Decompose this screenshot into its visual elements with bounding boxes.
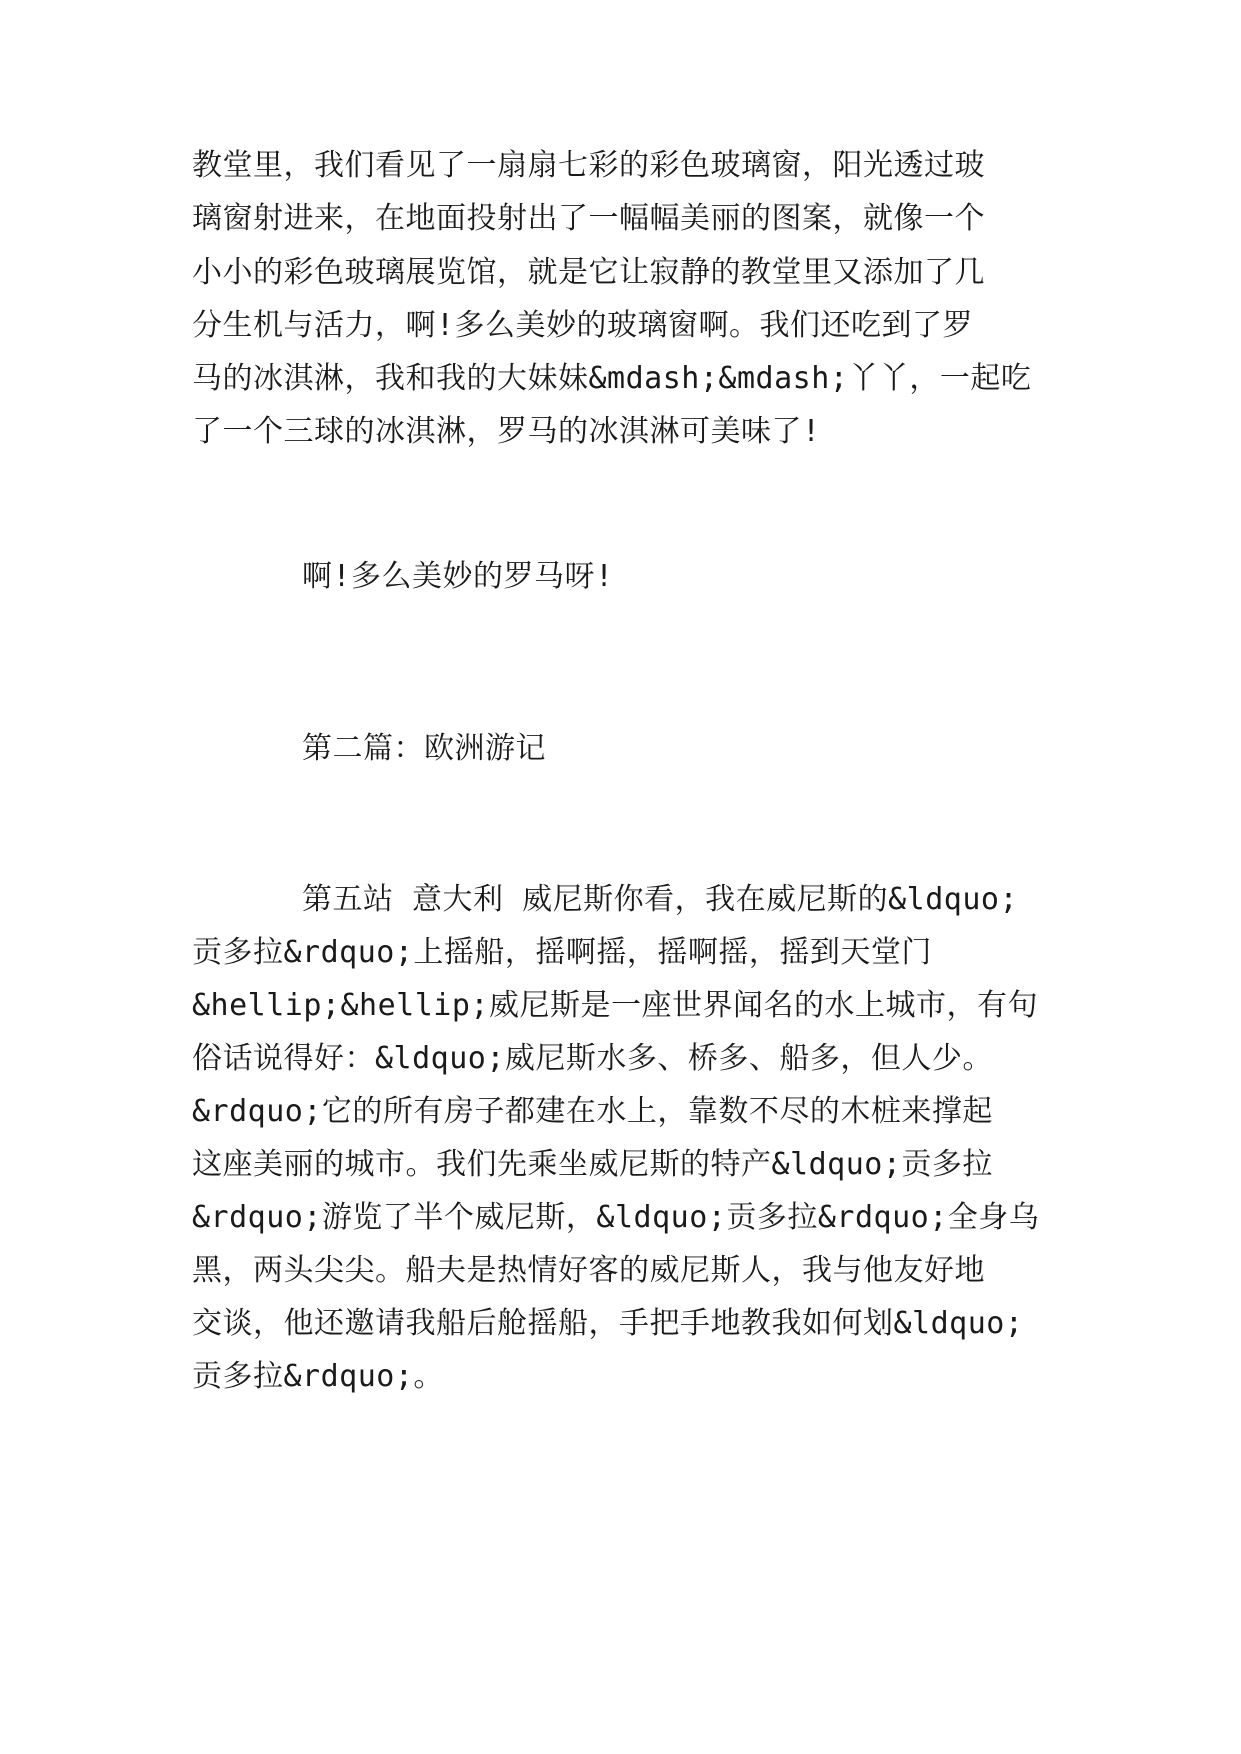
section-heading: 第二篇：欧洲游记 xyxy=(302,731,546,766)
text-line: 教堂里，我们看见了一扇扇七彩的彩色玻璃窗，阳光透过玻 xyxy=(192,148,985,183)
text-line: 第五站 意大利 威尼斯你看，我在威尼斯的&ldquo; xyxy=(302,882,1019,917)
text-line: 俗话说得好：&ldquo;威尼斯水多、桥多、船多，但人少。 xyxy=(192,1041,993,1076)
text-line: &rdquo;游览了半个威尼斯，&ldquo;贡多拉&rdquo;全身乌 xyxy=(192,1200,1040,1235)
text-line: 马的冰淇淋，我和我的大妹妹&mdash;&mdash;丫丫，一起吃 xyxy=(192,361,1032,396)
text-line: &hellip;&hellip;威尼斯是一座世界闻名的水上城市，有句 xyxy=(192,988,1038,1023)
paragraph-2: 啊!多么美妙的罗马呀! xyxy=(302,559,614,594)
text-line: 贡多拉&rdquo;。 xyxy=(192,1359,444,1394)
text-line: 了一个三球的冰淇淋，罗马的冰淇淋可美味了! xyxy=(192,414,821,449)
text-line: 这座美丽的城市。我们先乘坐威尼斯的特产&ldquo;贡多拉 xyxy=(192,1147,993,1182)
text-line: 黑，两头尖尖。船夫是热情好客的威尼斯人，我与他友好地 xyxy=(192,1253,985,1288)
text-line: 贡多拉&rdquo;上摇船，摇啊摇，摇啊摇，摇到天堂门 xyxy=(192,935,932,970)
text-line: &rdquo;它的所有房子都建在水上，靠数不尽的木桩来撑起 xyxy=(192,1094,993,1129)
text-line: 分生机与活力，啊!多么美妙的玻璃窗啊。我们还吃到了罗 xyxy=(192,308,974,343)
text-line: 交谈，他还邀请我船后舱摇船，手把手地教我如何划&ldquo; xyxy=(192,1306,1024,1341)
text-line: 璃窗射进来，在地面投射出了一幅幅美丽的图案，就像一个 xyxy=(192,201,985,236)
text-line: 小小的彩色玻璃展览馆，就是它让寂静的教堂里又添加了几 xyxy=(192,255,985,290)
